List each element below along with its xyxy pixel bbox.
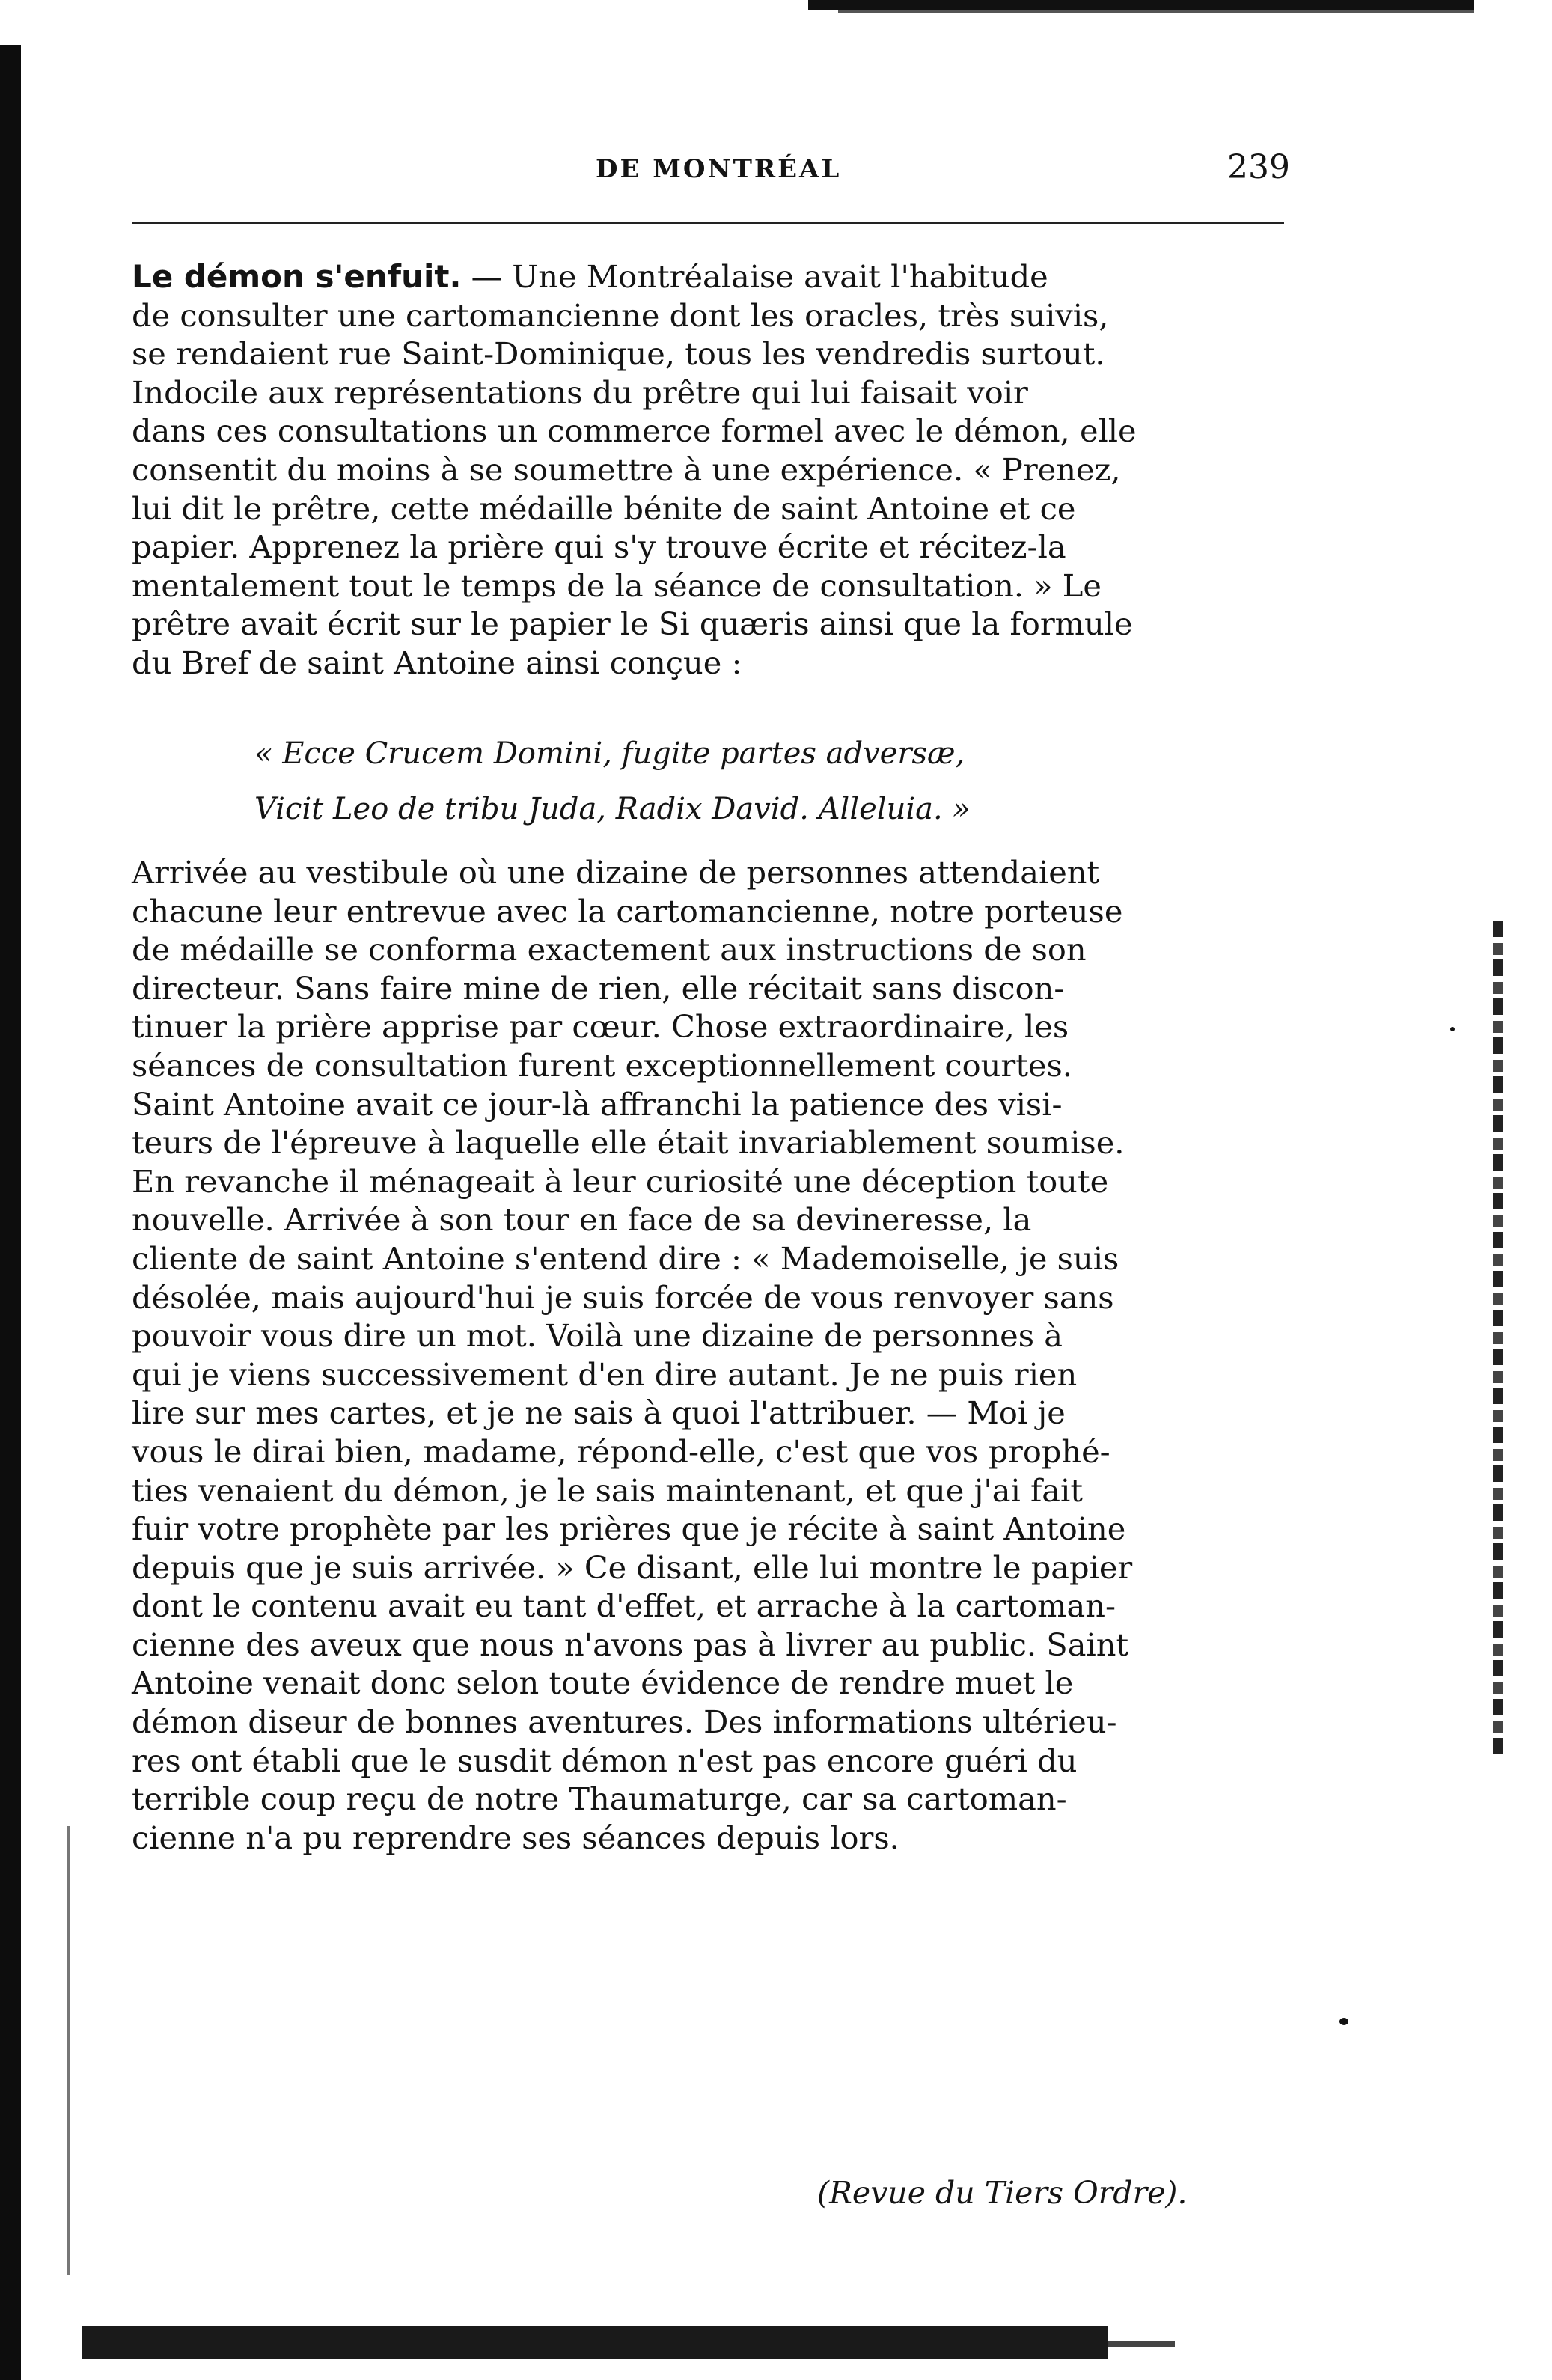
scan-shadow-top-thin: [838, 10, 1474, 13]
text-line: lui dit le prêtre, cette médaille bénite de saint Antoine et ce: [132, 489, 1076, 527]
scan-shadow-top: [808, 0, 1474, 10]
text-line: terrible coup reçu de notre Thaumaturge, car sa cartoman-: [132, 1781, 1067, 1818]
text-line: prêtre avait écrit sur le papier le Si quæris ainsi que la formule: [132, 605, 1133, 643]
quote-line: Vicit Leo de tribu Juda, Radix David. Alleluia. »: [254, 792, 971, 826]
text-line: Indocile aux représentations du prêtre qui lui faisait voir: [132, 373, 1028, 411]
text-line: vous le dirai bien, madame, répond-elle, c'est que vos prophé-: [132, 1432, 1110, 1470]
text-line: chacune leur entrevue avec la cartomancienne, notre porteuse: [132, 892, 1123, 930]
header-rule: [132, 222, 1284, 224]
running-title: DE MONTRÉAL: [596, 154, 842, 184]
source-citation: (Revue du Tiers Ordre).: [817, 2175, 1188, 2211]
text-line: Saint Antoine avait ce jour-là affranchi la patience des visi-: [132, 1085, 1063, 1123]
text-line: papier. Apprenez la prière qui s'y trouve écrite et récitez-la: [132, 528, 1066, 566]
text-line: Antoine venait donc selon toute évidence de rendre muet le: [132, 1665, 1074, 1702]
ink-speck: [1339, 2018, 1348, 2025]
text-line: pouvoir vous dire un mot. Voilà une dizaine de personnes à: [132, 1317, 1063, 1355]
text-line: dont le contenu avait eu tant d'effet, et arrache à la cartoman-: [132, 1587, 1116, 1625]
text-line: nouvelle. Arrivée à son tour en face de sa devineresse, la: [132, 1201, 1032, 1239]
article-intro: [132, 257, 1287, 683]
text-line: cliente de saint Antoine s'entend dire : « Mademoiselle, je suis: [132, 1239, 1119, 1277]
text-line: teurs de l'épreuve à laquelle elle était invariablement soumise.: [132, 1124, 1125, 1162]
quote-line: « Ecce Crucem Domini, fugite partes adversæ,: [254, 736, 965, 771]
text-line: mentalement tout le temps de la séance de consultation. » Le: [132, 567, 1102, 604]
text-line: ties venaient du démon, je le sais maintenant, et que j'ai fait: [132, 1471, 1083, 1509]
text-line: du Bref de saint Antoine ainsi conçue :: [132, 644, 742, 681]
text-line: démon diseur de bonnes aventures. Des informations ultérieu-: [132, 1703, 1117, 1741]
page-number: 239: [1227, 148, 1290, 186]
scan-shadow-left: [0, 45, 21, 2380]
text-line: directeur. Sans faire mine de rien, elle récitait sans discon-: [132, 969, 1065, 1007]
scan-shadow-bottom: [82, 2326, 1108, 2359]
text-line: depuis que je suis arrivée. » Ce disant, elle lui montre le papier: [132, 1548, 1133, 1586]
text-line: de médaille se conforma exactement aux instructions de son: [132, 931, 1087, 968]
article-heading: Le démon s'enfuit.: [132, 258, 462, 295]
text-line: dans ces consultations un commerce formel avec le démon, elle: [132, 412, 1137, 450]
text-line: consentit du moins à se soumettre à une expérience. « Prenez,: [132, 451, 1121, 488]
text-line: Arrivée au vestibule où une dizaine de personnes attendaient: [132, 854, 1100, 891]
running-header: [132, 148, 1290, 199]
article-body: [132, 853, 1287, 1857]
text-line: tinuer la prière apprise par cœur. Chose extraordinaire, les: [132, 1008, 1069, 1046]
text-line: En revanche il ménageait à leur curiosité une déception toute: [132, 1162, 1109, 1200]
ink-speck: [1450, 1027, 1455, 1031]
text-line: séances de consultation furent exceptionnellement courtes.: [132, 1046, 1072, 1084]
text-line: qui je viens successivement d'en dire autant. Je ne puis rien: [132, 1355, 1078, 1393]
scan-shadow-bottom-thin: [1108, 2341, 1175, 2347]
text-line: cienne n'a pu reprendre ses séances depuis lors.: [132, 1819, 899, 1856]
scan-line-left: [67, 1826, 70, 2275]
scan-binding-right: [1493, 921, 1503, 1759]
text-line: se rendaient rue Saint-Dominique, tous les vendredis surtout.: [132, 335, 1105, 373]
text-line: res ont établi que le susdit démon n'est pas encore guéri du: [132, 1742, 1078, 1779]
text-line: cienne des aveux que nous n'avons pas à livrer au public. Saint: [132, 1626, 1129, 1663]
text-line: de consulter une cartomancienne dont les oracles, très suivis,: [132, 296, 1109, 334]
text-line: désolée, mais aujourd'hui je suis forcée de vous renvoyer sans: [132, 1278, 1114, 1316]
text-line: fuir votre prophète par les prières que je récite à saint Antoine: [132, 1510, 1126, 1548]
text-line: Le démon s'enfuit. — Une Montréalaise avait l'habitude: [132, 258, 1048, 295]
text-line: lire sur mes cartes, et je ne sais à quoi l'attribuer. — Moi je: [132, 1394, 1066, 1432]
